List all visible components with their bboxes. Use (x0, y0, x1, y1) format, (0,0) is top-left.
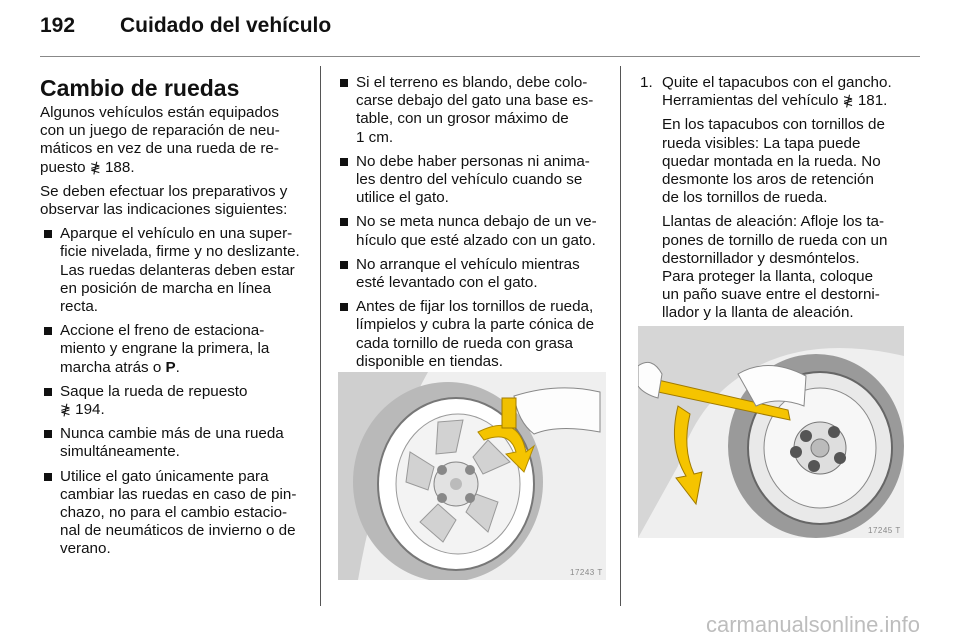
bullet-line: ficie nivelada, firme y no deslizante. (60, 243, 300, 261)
bullet-line: en posición de marcha en línea (60, 279, 272, 297)
alloy-wheel-note (634, 213, 924, 322)
watermark-text: carmanualsonline.info (705, 612, 920, 637)
para-line: pones de tornillo de rueda con un (662, 231, 888, 249)
para-line: observar las indicaciones siguientes: (40, 201, 288, 219)
bullet-line: verano. (60, 540, 111, 558)
bullet-line: No se meta nunca debajo de un ve- (356, 213, 597, 231)
step-item (634, 74, 924, 110)
bullet-square-icon (44, 388, 52, 396)
intro-line: Algunos vehículos están equipados (40, 104, 279, 121)
para-line: En los tapacubos con tornillos de (662, 116, 885, 134)
list-item (40, 322, 308, 377)
section-heading: Cambio de ruedas (40, 75, 240, 101)
list-item (336, 298, 608, 371)
bullet-line: nal de neumáticos de invierno o de (60, 522, 296, 540)
list-item (40, 225, 308, 316)
bullet-square-icon (340, 303, 348, 311)
para-line: desmonte los aros de retención (662, 171, 874, 189)
bullet-square-icon (44, 230, 52, 238)
list-item (336, 153, 608, 208)
page-reference-link[interactable]: 194. (75, 401, 105, 419)
bullet-square-icon (340, 218, 348, 226)
figure-code: 17245 T (868, 526, 901, 535)
bullet-line: simultáneamente. (60, 443, 180, 461)
bullet-square-icon (44, 473, 52, 481)
bullet-line: Antes de fijar los tornillos de rueda, (356, 298, 594, 316)
list-item (336, 256, 608, 292)
gear-letter: P (165, 358, 176, 376)
bullet-line: Utilice el gato únicamente para (60, 467, 269, 485)
bullet-line: Las ruedas delanteras deben estar (60, 261, 295, 279)
page-header (40, 14, 920, 48)
list-item (40, 468, 308, 559)
list-item (336, 74, 608, 147)
intro-line: con un juego de reparación de neu- (40, 122, 280, 140)
para-line: rueda visibles: La tapa puede (662, 134, 861, 152)
bullet-line: Saque la rueda de repuesto (60, 382, 248, 400)
wheel-hook-illustration (338, 372, 606, 580)
bullet-line: hículo que esté alzado con un gato. (356, 231, 596, 249)
intro-line: máticos en vez de una rueda de re- (40, 140, 279, 158)
bullet-line: Nunca cambie más de una rueda (60, 425, 284, 443)
bullet-line: les dentro del vehículo cuando se (356, 171, 583, 189)
para-line: Para proteger la llanta, coloque (662, 268, 874, 286)
bullet-square-icon (44, 327, 52, 335)
reference-arrow-icon: ≹ (60, 402, 71, 418)
figure-code: 17243 T (570, 568, 603, 577)
para-line: destornillador y desmóntelos. (662, 249, 860, 267)
bullet-square-icon (340, 79, 348, 87)
bullet-line: cambiar las ruedas en caso de pin- (60, 485, 297, 503)
list-item (336, 213, 608, 249)
page-reference-link[interactable]: 188. (104, 158, 135, 176)
bullet-line: No debe haber personas ni anima- (356, 152, 590, 170)
bullet-line: esté levantado con el gato. (356, 274, 538, 292)
bullet-square-icon (340, 158, 348, 166)
wrench-wheel-illustration (638, 326, 904, 538)
bullet-line: Si el terreno es blando, debe colo- (356, 74, 588, 91)
bullet-square-icon (340, 261, 348, 269)
reference-arrow-icon: ≹ (89, 159, 101, 175)
hubcap-removal-illustration (338, 372, 606, 580)
intro-line: puesto (40, 158, 86, 176)
bullet-line: table, con un grosor máximo de (356, 110, 569, 128)
para-line: llador y la llanta de aleación. (662, 304, 854, 322)
bullet-line: disponible en tiendas. (356, 352, 503, 370)
bullet-line: Aparque el vehículo en una super- (60, 225, 293, 243)
para-line: Se deben efectuar los preparativos y (40, 182, 288, 200)
bullet-line: recta. (60, 298, 98, 316)
bullet-line: marcha atrás o (60, 358, 166, 376)
column-divider-1 (320, 66, 321, 606)
reference-arrow-icon: ≹ (842, 93, 854, 109)
hubcap-note (634, 116, 924, 207)
bullet-line: . (175, 358, 180, 376)
bullet-line: Accione el freno de estaciona- (60, 322, 265, 340)
page-number: 192 (40, 14, 76, 37)
preparation-paragraph (40, 183, 308, 219)
step-number: 1. (640, 74, 653, 91)
para-line: de los tornillos de rueda. (662, 189, 828, 207)
bullet-line: límpielos y cubra la parte cónica de (356, 316, 595, 334)
bullet-line: 1 cm. (356, 128, 394, 146)
right-column (634, 74, 924, 329)
bullet-line: No arranque el vehículo mientras (356, 255, 580, 273)
column-divider-2 (620, 66, 621, 606)
bullet-line: miento y engrane la primera, la (60, 340, 270, 358)
bullet-line: cada tornillo de rueda con grasa (356, 334, 573, 352)
para-line: un paño suave entre el destorni- (662, 286, 880, 304)
wheel-bolt-illustration (638, 326, 904, 538)
step-line: Herramientas del vehículo (662, 92, 839, 110)
page-reference-link[interactable]: 181. (857, 92, 888, 110)
left-column (40, 74, 308, 565)
para-line: Llantas de aleación: Afloje los ta- (662, 213, 885, 231)
bullet-line: chazo, no para el cambio estacio- (60, 504, 288, 522)
para-line: quedar montada en la rueda. No (662, 152, 881, 170)
bullet-line: utilice el gato. (356, 189, 449, 207)
intro-paragraph (40, 104, 308, 177)
chapter-title: Cuidado del vehículo (120, 14, 332, 37)
list-item (40, 383, 308, 419)
list-item (40, 425, 308, 461)
middle-column (336, 74, 608, 377)
bullet-line: carse debajo del gato una base es- (356, 92, 594, 110)
bullet-square-icon (44, 430, 52, 438)
header-rule (40, 56, 920, 57)
step-line: Quite el tapacubos con el gancho. (662, 74, 892, 91)
